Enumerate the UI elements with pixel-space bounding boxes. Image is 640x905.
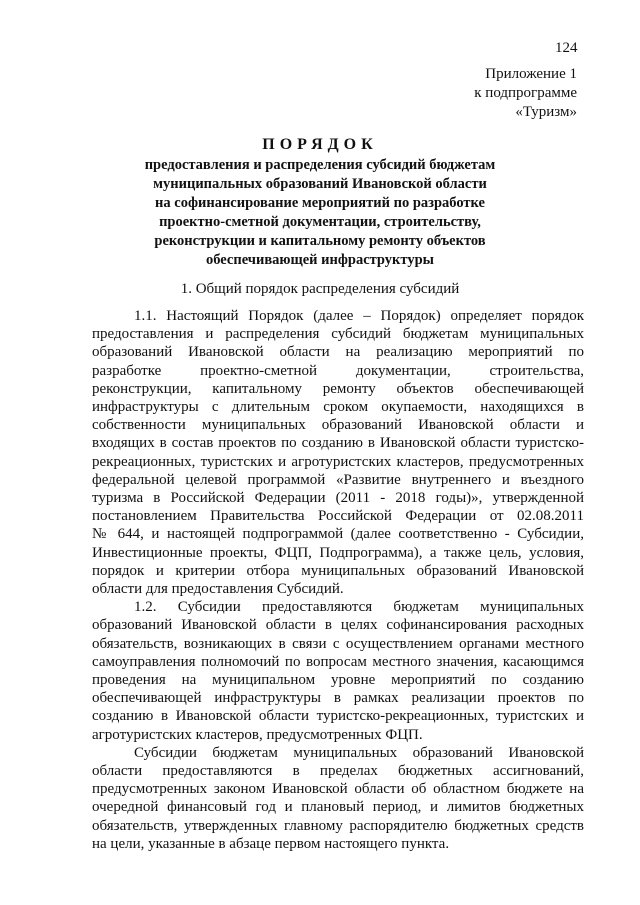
paragraph-1-2-cont bbox=[92, 744, 584, 853]
document-subtitle bbox=[0, 156, 640, 270]
paragraph-1-1 bbox=[92, 307, 584, 598]
page-number: 124 bbox=[555, 40, 578, 56]
text-line: Субсидии бюджетам муниципальных образований Ивановской bbox=[134, 744, 584, 761]
text-line: области предоставляются в пределах бюджетных ассигнований, bbox=[92, 763, 584, 780]
text-line: созданию в Ивановской области туристско-рекреационных, туристских и bbox=[92, 708, 584, 725]
text-line: образований Ивановской области на реализацию мероприятий по bbox=[92, 344, 584, 361]
appendix-line: «Туризм» bbox=[515, 104, 577, 120]
text-line: Инвестиционные проекты, ФЦП, Подпрограмма), а также цель, условия, bbox=[92, 544, 584, 561]
text-line: входящих в состав проектов по созданию в Ивановской области туристско- bbox=[92, 435, 584, 452]
text-line: агротуристских кластеров, предусмотренных ФЦП. bbox=[92, 726, 423, 743]
appendix-line: Приложение 1 bbox=[485, 66, 577, 82]
text-line: области для предоставления Субсидий. bbox=[92, 581, 344, 598]
appendix-block bbox=[474, 65, 577, 122]
text-line: 1.1. Настоящий Порядок (далее – Порядок) определяет порядок bbox=[134, 308, 584, 324]
section-heading: 1. Общий порядок распределения субсидий bbox=[180, 281, 460, 297]
subtitle-line: обеспечивающей инфраструктуры bbox=[206, 252, 434, 268]
text-line: 1.2. Субсидии предоставляются бюджетам муниципальных bbox=[134, 599, 584, 616]
text-line: очередной финансовый год и плановый период, и лимитов бюджетных bbox=[92, 799, 584, 816]
text-line: обязательств, утвержденных главному распорядителю бюджетных средств bbox=[92, 817, 584, 834]
document-title: ПОРЯДОК bbox=[262, 136, 378, 153]
text-line: постановлением Правительства Российской Федерации от 02.08.2011 bbox=[92, 508, 584, 525]
text-line: рекреационных, туристских и агротуристских кластеров, предусмотренных bbox=[92, 453, 584, 470]
subtitle-line: муниципальных образований Ивановской области bbox=[153, 176, 487, 192]
subtitle-line: реконструкции и капитальному ремонту объектов bbox=[154, 233, 486, 249]
text-line: № 644, и настоящей подпрограммой (далее соответственно - Субсидии, bbox=[92, 526, 584, 543]
text-line: самоуправления полномочий по вопросам местного значения, касающимся bbox=[92, 653, 584, 670]
text-line: инфраструктуры с длительным сроком окупаемости, находящихся в bbox=[92, 399, 584, 416]
text-line: обязательств, возникающих в связи с осуществлением органами местного bbox=[92, 635, 584, 652]
text-line: образований Ивановской области в целях софинансирования расходных bbox=[92, 617, 584, 634]
text-line: порядок и критерии отбора муниципальных образований Ивановской bbox=[92, 562, 584, 579]
appendix-line: к подпрограмме bbox=[474, 85, 577, 101]
text-line: обеспечивающей инфраструктуры в рамках реализации проектов по bbox=[92, 690, 584, 707]
paragraph-1-2 bbox=[92, 598, 584, 744]
subtitle-line: предоставления и распределения субсидий бюджетам bbox=[144, 157, 496, 173]
body-text bbox=[92, 307, 584, 853]
text-line: собственности муниципальных образований Ивановской области и bbox=[92, 417, 584, 434]
subtitle-line: на софинансирование мероприятий по разработке bbox=[155, 195, 485, 211]
text-line: разработке проектно-сметной документации, строительства, bbox=[92, 362, 584, 379]
text-line: предусмотренных законом Ивановской области об областном бюджете на bbox=[92, 781, 584, 798]
text-line: реконструкции, капитальному ремонту объектов обеспечивающей bbox=[92, 380, 584, 397]
text-line: туризма в Российской Федерации (2011 - 2018 годы)», утвержденной bbox=[92, 490, 584, 507]
text-line: проведения на муниципальном уровне мероприятий по созданию bbox=[92, 672, 584, 689]
text-line: на цели, указанные в абзаце первом настоящего пункта. bbox=[92, 835, 450, 852]
subtitle-line: проектно-сметной документации, строительству, bbox=[159, 214, 481, 230]
text-line: федеральной целевой программой «Развитие внутреннего и въездного bbox=[92, 471, 584, 488]
text-line: предоставления и распределения субсидий бюджетам муниципальных bbox=[92, 326, 584, 343]
